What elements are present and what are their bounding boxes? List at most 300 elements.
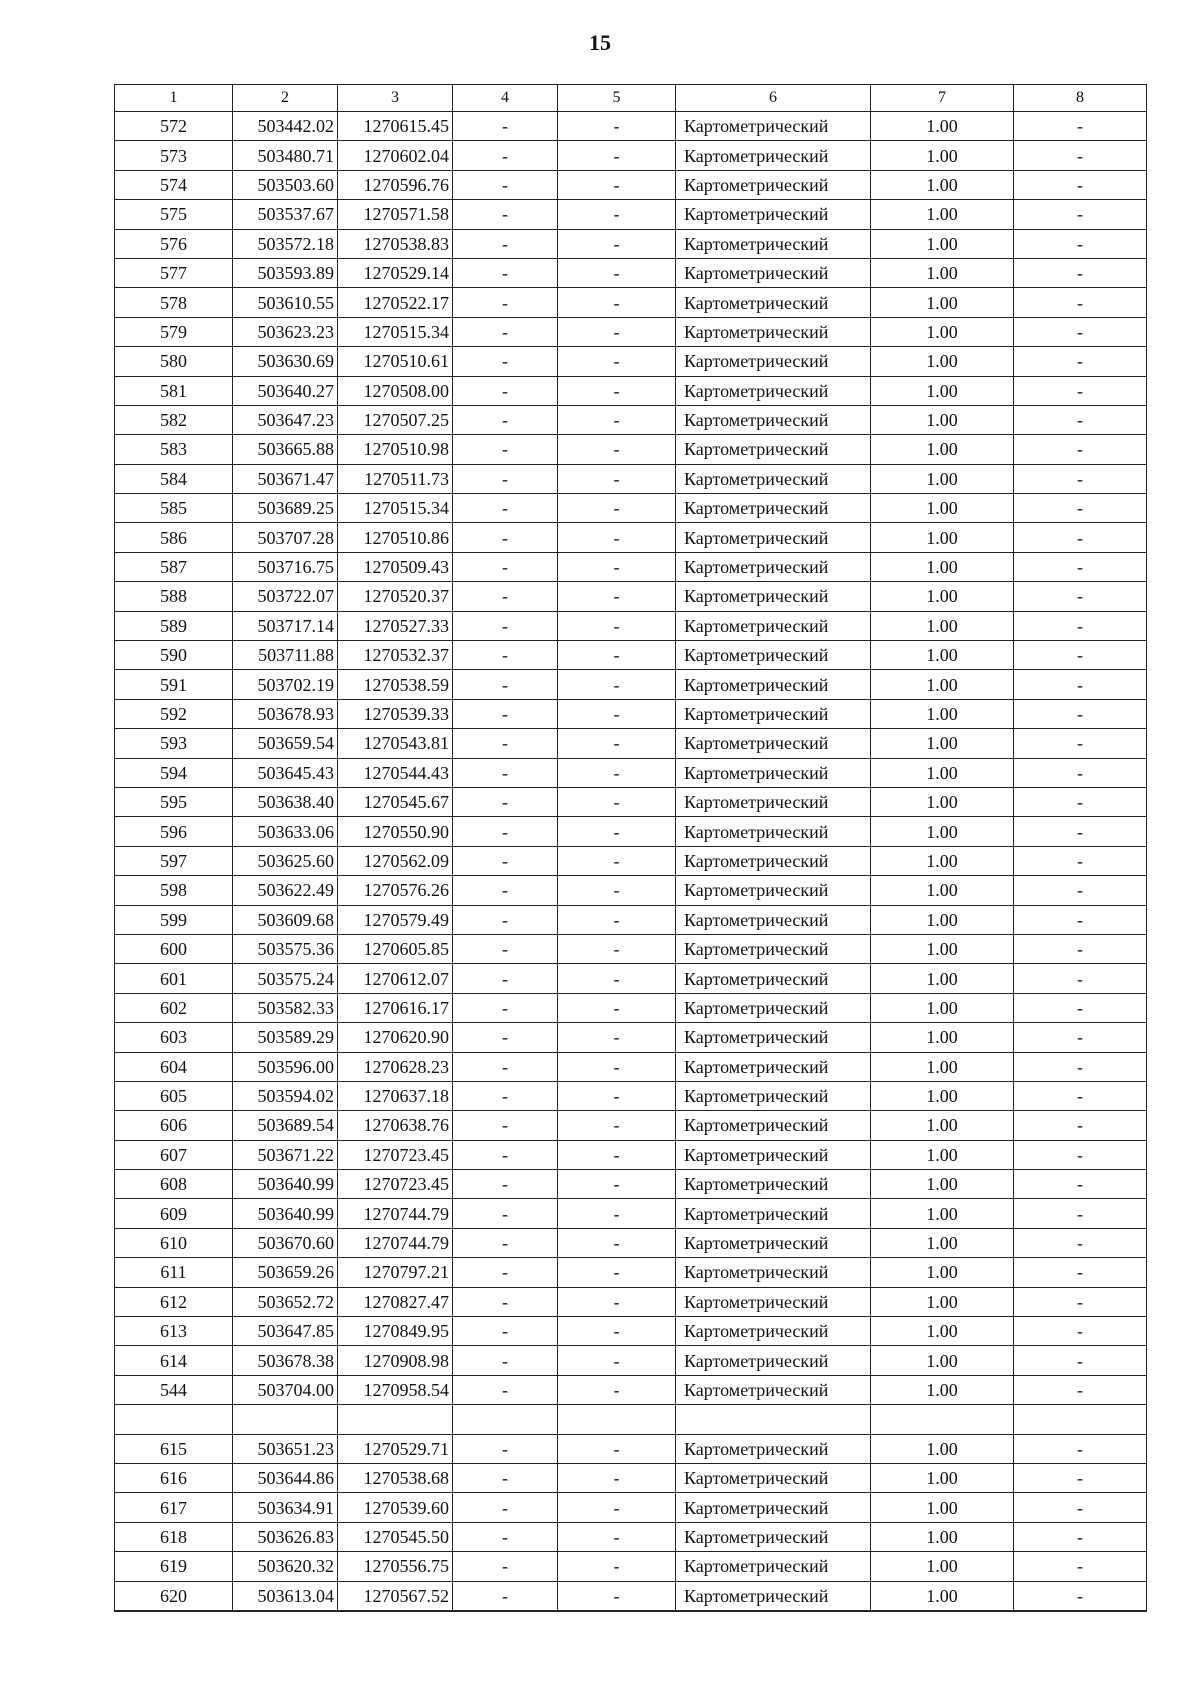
table-cell: 503634.91 (233, 1493, 338, 1522)
table-row (115, 1346, 1147, 1375)
table-cell: 1270602.04 (338, 141, 453, 170)
table-cell: 1270797.21 (338, 1258, 453, 1287)
table-cell: Картометрический (676, 405, 871, 434)
table-cell: 1270637.18 (338, 1081, 453, 1110)
table-cell: - (558, 1199, 676, 1228)
table-cell: - (1014, 494, 1147, 523)
table-cell: - (1014, 405, 1147, 434)
table-cell: Картометрический (676, 1140, 871, 1169)
table-cell: 503707.28 (233, 523, 338, 552)
table-cell: 503575.24 (233, 964, 338, 993)
table-cell: Картометрический (676, 258, 871, 287)
table-row (115, 787, 1147, 816)
table-cell: 1270510.86 (338, 523, 453, 552)
table-cell: - (558, 170, 676, 199)
table-cell: 503480.71 (233, 141, 338, 170)
table-row (115, 435, 1147, 464)
table-cell: 605 (115, 1081, 233, 1110)
table-cell: - (1014, 611, 1147, 640)
table-cell: 1.00 (871, 1023, 1014, 1052)
table-cell: 578 (115, 288, 233, 317)
table-cell: 503647.23 (233, 405, 338, 434)
table-cell: 1270723.45 (338, 1140, 453, 1169)
table-cell: 1.00 (871, 376, 1014, 405)
table-cell: - (453, 1199, 558, 1228)
table-cell: 1.00 (871, 641, 1014, 670)
table-cell: 1.00 (871, 670, 1014, 699)
table-row (115, 817, 1147, 846)
table-cell: 1.00 (871, 1170, 1014, 1199)
table-cell: 589 (115, 611, 233, 640)
table-cell: - (558, 317, 676, 346)
table-cell: 503702.19 (233, 670, 338, 699)
table-row (115, 1434, 1147, 1463)
table-row (115, 229, 1147, 258)
table-cell: - (453, 170, 558, 199)
table-cell: Картометрический (676, 170, 871, 199)
table-header-row (115, 85, 1147, 112)
table-cell: 606 (115, 1111, 233, 1140)
table-cell: 503442.02 (233, 112, 338, 141)
table-cell: - (1014, 464, 1147, 493)
table-cell: - (453, 229, 558, 258)
table-cell: 503678.93 (233, 699, 338, 728)
table-cell: Картометрический (676, 1111, 871, 1140)
table-row (115, 1111, 1147, 1140)
table-cell: Картометрический (676, 611, 871, 640)
table-row (115, 376, 1147, 405)
table-cell: 575 (115, 200, 233, 229)
table-cell: - (453, 1493, 558, 1522)
table-cell: - (1014, 787, 1147, 816)
table-cell: 1270849.95 (338, 1317, 453, 1346)
table-cell: 503665.88 (233, 435, 338, 464)
table-cell: Картометрический (676, 964, 871, 993)
table-cell: 1.00 (871, 846, 1014, 875)
table-cell: Картометрический (676, 1522, 871, 1551)
table-cell: 503625.60 (233, 846, 338, 875)
table-row (115, 611, 1147, 640)
table-cell: 503647.85 (233, 1317, 338, 1346)
table-cell: Картометрический (676, 758, 871, 787)
table-cell: - (453, 1522, 558, 1551)
table-row (115, 729, 1147, 758)
table-cell: - (558, 1375, 676, 1404)
table-cell: 503671.47 (233, 464, 338, 493)
table-cell: 1.00 (871, 435, 1014, 464)
table-cell: Картометрический (676, 112, 871, 141)
table-cell: 1.00 (871, 317, 1014, 346)
table-cell: 1270510.98 (338, 435, 453, 464)
table-cell: Картометрический (676, 1434, 871, 1463)
table-cell: - (1014, 1228, 1147, 1257)
table-cell: 503689.25 (233, 494, 338, 523)
table-cell: 579 (115, 317, 233, 346)
table-row (115, 1375, 1147, 1404)
table-cell: 608 (115, 1170, 233, 1199)
table-cell: 1270744.79 (338, 1199, 453, 1228)
table-cell: Картометрический (676, 229, 871, 258)
table-cell (676, 1405, 871, 1434)
table-cell: 1270638.76 (338, 1111, 453, 1140)
table-cell: 1270612.07 (338, 964, 453, 993)
table-cell: 1.00 (871, 964, 1014, 993)
table-cell: - (558, 1463, 676, 1492)
table-cell: 503659.26 (233, 1258, 338, 1287)
table-cell: 1270508.00 (338, 376, 453, 405)
table-cell: - (1014, 1552, 1147, 1581)
table-cell: 1.00 (871, 582, 1014, 611)
table-cell: 1270615.45 (338, 112, 453, 141)
table-cell: 503651.23 (233, 1434, 338, 1463)
table-cell: 1270545.67 (338, 787, 453, 816)
table-cell: 618 (115, 1522, 233, 1551)
table-cell: - (558, 905, 676, 934)
table-cell: 599 (115, 905, 233, 934)
table-cell: 1.00 (871, 1317, 1014, 1346)
table-cell: - (558, 1111, 676, 1140)
table-cell: 590 (115, 641, 233, 670)
table-cell: - (453, 905, 558, 934)
table-cell: 1270529.71 (338, 1434, 453, 1463)
table-cell: - (1014, 582, 1147, 611)
table-cell: - (1014, 1375, 1147, 1404)
table-cell: Картометрический (676, 817, 871, 846)
table-cell: 1.00 (871, 758, 1014, 787)
table-cell: 612 (115, 1287, 233, 1316)
table-row (115, 1493, 1147, 1522)
table-cell: - (453, 1346, 558, 1375)
table-cell: Картометрический (676, 464, 871, 493)
table-cell: - (558, 229, 676, 258)
table-cell: - (453, 317, 558, 346)
table-body (115, 112, 1147, 1611)
table-cell: 584 (115, 464, 233, 493)
table-row (115, 1052, 1147, 1081)
table-cell: - (558, 787, 676, 816)
table-cell: 1270605.85 (338, 934, 453, 963)
table-cell: - (453, 817, 558, 846)
table-row (115, 494, 1147, 523)
table-row (115, 200, 1147, 229)
table-cell: - (558, 288, 676, 317)
table-cell: 503678.38 (233, 1346, 338, 1375)
table-cell: 544 (115, 1375, 233, 1404)
table-row (115, 1405, 1147, 1434)
table-cell: 1270576.26 (338, 876, 453, 905)
table-cell: - (453, 1317, 558, 1346)
table-cell: Картометрический (676, 582, 871, 611)
table-cell: 503503.60 (233, 170, 338, 199)
table-cell: 1.00 (871, 1346, 1014, 1375)
table-cell: 1.00 (871, 1552, 1014, 1581)
table-cell: Картометрический (676, 993, 871, 1022)
table-cell: Картометрический (676, 934, 871, 963)
table-cell: Картометрический (676, 641, 871, 670)
table-cell: Картометрический (676, 670, 871, 699)
table-cell: - (453, 1552, 558, 1581)
table-cell: - (453, 1375, 558, 1404)
table-cell: 581 (115, 376, 233, 405)
table-cell: 1.00 (871, 699, 1014, 728)
table-cell: - (1014, 288, 1147, 317)
table-cell: 503671.22 (233, 1140, 338, 1169)
table-cell: - (558, 552, 676, 581)
table-cell: - (1014, 523, 1147, 552)
table-cell: - (558, 347, 676, 376)
table-cell: 1.00 (871, 1258, 1014, 1287)
table-cell: 1270544.43 (338, 758, 453, 787)
column-header: 5 (558, 85, 676, 112)
table-cell: 595 (115, 787, 233, 816)
table-cell: - (453, 347, 558, 376)
table-cell: - (558, 758, 676, 787)
table-cell: 503613.04 (233, 1581, 338, 1611)
table-cell: - (1014, 846, 1147, 875)
table-cell: Картометрический (676, 288, 871, 317)
table-cell: 587 (115, 552, 233, 581)
table-cell: - (558, 494, 676, 523)
table-cell: 585 (115, 494, 233, 523)
table-cell: - (453, 787, 558, 816)
table-cell: 1270550.90 (338, 817, 453, 846)
table-row (115, 1552, 1147, 1581)
table-cell: 573 (115, 141, 233, 170)
table-cell: - (558, 964, 676, 993)
table-cell: 503626.83 (233, 1522, 338, 1551)
table-cell: - (1014, 905, 1147, 934)
table-cell: - (453, 1463, 558, 1492)
table-cell: Картометрический (676, 1287, 871, 1316)
table-cell: - (558, 1258, 676, 1287)
table-cell: 1.00 (871, 1111, 1014, 1140)
table-cell: - (1014, 1317, 1147, 1346)
table-cell: - (453, 1434, 558, 1463)
table-cell: 1270545.50 (338, 1522, 453, 1551)
table-row (115, 523, 1147, 552)
table-cell: 596 (115, 817, 233, 846)
table-cell: 503593.89 (233, 258, 338, 287)
table-cell: 583 (115, 435, 233, 464)
column-header: 4 (453, 85, 558, 112)
table-cell: - (558, 141, 676, 170)
table-cell: 1270620.90 (338, 1023, 453, 1052)
table-cell: 1.00 (871, 1287, 1014, 1316)
table-cell: - (558, 1170, 676, 1199)
table-cell: 1.00 (871, 787, 1014, 816)
table-row (115, 1258, 1147, 1287)
table-cell: 1.00 (871, 1581, 1014, 1611)
table-cell: 503620.32 (233, 1552, 338, 1581)
table-cell: 1270562.09 (338, 846, 453, 875)
table-cell: - (1014, 258, 1147, 287)
table-cell: Картометрический (676, 523, 871, 552)
column-header: 6 (676, 85, 871, 112)
table-cell: 598 (115, 876, 233, 905)
table-cell: 1.00 (871, 141, 1014, 170)
table-cell: - (1014, 1140, 1147, 1169)
table-row (115, 347, 1147, 376)
table-cell: Картометрический (676, 435, 871, 464)
table-cell: - (1014, 200, 1147, 229)
table-cell: 503638.40 (233, 787, 338, 816)
table-cell: - (453, 1287, 558, 1316)
table-row (115, 258, 1147, 287)
table-cell: 1270538.59 (338, 670, 453, 699)
table-cell: 503572.18 (233, 229, 338, 258)
table-cell: - (558, 1493, 676, 1522)
table-cell: 594 (115, 758, 233, 787)
table-cell: - (453, 934, 558, 963)
table-cell: 1.00 (871, 1463, 1014, 1492)
table-cell (338, 1405, 453, 1434)
table-cell: - (558, 582, 676, 611)
table-cell: 503589.29 (233, 1023, 338, 1052)
table-cell: - (453, 376, 558, 405)
table-row (115, 670, 1147, 699)
table-cell: 503610.55 (233, 288, 338, 317)
table-cell: - (558, 1434, 676, 1463)
table-cell: 503716.75 (233, 552, 338, 581)
table-cell: 1.00 (871, 258, 1014, 287)
table-cell: - (1014, 729, 1147, 758)
table-cell: - (453, 641, 558, 670)
table-cell: 1.00 (871, 229, 1014, 258)
table-row (115, 582, 1147, 611)
table-cell: - (558, 405, 676, 434)
table-cell: 1270556.75 (338, 1552, 453, 1581)
table-cell: - (453, 699, 558, 728)
table-cell: - (1014, 112, 1147, 141)
table-cell: - (1014, 347, 1147, 376)
table-cell: 503704.00 (233, 1375, 338, 1404)
table-row (115, 170, 1147, 199)
table-cell: 1270571.58 (338, 200, 453, 229)
table-cell: - (1014, 1463, 1147, 1492)
table-cell: - (453, 1228, 558, 1257)
column-header: 1 (115, 85, 233, 112)
table-cell: 1270520.37 (338, 582, 453, 611)
table-cell: 1.00 (871, 200, 1014, 229)
table-cell: 613 (115, 1317, 233, 1346)
table-cell: - (558, 464, 676, 493)
table-cell: - (453, 964, 558, 993)
column-header: 3 (338, 85, 453, 112)
table-cell: 611 (115, 1258, 233, 1287)
table-cell: 617 (115, 1493, 233, 1522)
table-cell: - (1014, 1258, 1147, 1287)
table-cell: 615 (115, 1434, 233, 1463)
table-cell: 588 (115, 582, 233, 611)
table-cell: 503640.99 (233, 1170, 338, 1199)
table-cell: - (558, 1522, 676, 1551)
table-cell: - (558, 641, 676, 670)
table-cell: 1270616.17 (338, 993, 453, 1022)
table-cell: - (1014, 1287, 1147, 1316)
table-cell: - (558, 1552, 676, 1581)
table-cell: 1270958.54 (338, 1375, 453, 1404)
table-cell: 503575.36 (233, 934, 338, 963)
table-cell: Картометрический (676, 1463, 871, 1492)
table-cell: 1270538.68 (338, 1463, 453, 1492)
table-cell: 503622.49 (233, 876, 338, 905)
table-cell: 1270539.33 (338, 699, 453, 728)
table-row (115, 1199, 1147, 1228)
table-cell: - (558, 876, 676, 905)
table-cell: 1.00 (871, 993, 1014, 1022)
table-row (115, 846, 1147, 875)
table-row (115, 112, 1147, 141)
table-cell: 1.00 (871, 112, 1014, 141)
table-cell: Картометрический (676, 1081, 871, 1110)
table-cell: - (453, 1581, 558, 1611)
table-cell: 503609.68 (233, 905, 338, 934)
table-cell: - (558, 1317, 676, 1346)
table-cell: - (1014, 1581, 1147, 1611)
table-cell: - (1014, 376, 1147, 405)
table-cell: Картометрический (676, 317, 871, 346)
table-cell: - (453, 464, 558, 493)
table-cell: - (1014, 993, 1147, 1022)
table-row (115, 141, 1147, 170)
table-cell: Картометрический (676, 1493, 871, 1522)
table-cell: - (558, 993, 676, 1022)
table-cell: - (453, 1052, 558, 1081)
column-header: 2 (233, 85, 338, 112)
table-row (115, 905, 1147, 934)
table-cell: 1270510.61 (338, 347, 453, 376)
table-cell: Картометрический (676, 1581, 871, 1611)
table-cell (1014, 1405, 1147, 1434)
table-cell: 1.00 (871, 1140, 1014, 1169)
table-cell: 572 (115, 112, 233, 141)
table-cell: - (558, 1581, 676, 1611)
table-cell: - (453, 200, 558, 229)
table-cell: Картометрический (676, 1170, 871, 1199)
table-cell: 1270529.14 (338, 258, 453, 287)
table-cell: 592 (115, 699, 233, 728)
table-cell: - (1014, 641, 1147, 670)
table-cell: - (453, 523, 558, 552)
table-cell: 1.00 (871, 1052, 1014, 1081)
table-cell: 503652.72 (233, 1287, 338, 1316)
table-cell: Картометрический (676, 846, 871, 875)
table-cell: 1.00 (871, 1375, 1014, 1404)
table-cell: 601 (115, 964, 233, 993)
table-cell: - (558, 934, 676, 963)
table-cell: - (1014, 1346, 1147, 1375)
table-cell: - (558, 1228, 676, 1257)
table-cell: Картометрический (676, 494, 871, 523)
table-row (115, 1522, 1147, 1551)
table-cell: 577 (115, 258, 233, 287)
table-cell: 503689.54 (233, 1111, 338, 1140)
table-cell: - (558, 1081, 676, 1110)
table-cell: - (1014, 1111, 1147, 1140)
table-cell: Картометрический (676, 200, 871, 229)
table-cell: Картометрический (676, 1228, 871, 1257)
table-cell: Картометрический (676, 905, 871, 934)
table-cell: 503670.60 (233, 1228, 338, 1257)
table-cell: 1270827.47 (338, 1287, 453, 1316)
table-cell: - (558, 112, 676, 141)
table-cell: 1.00 (871, 1522, 1014, 1551)
table-cell: - (453, 758, 558, 787)
table-cell: 503537.67 (233, 200, 338, 229)
table-cell: - (558, 729, 676, 758)
table-cell: - (1014, 1434, 1147, 1463)
column-header: 7 (871, 85, 1014, 112)
